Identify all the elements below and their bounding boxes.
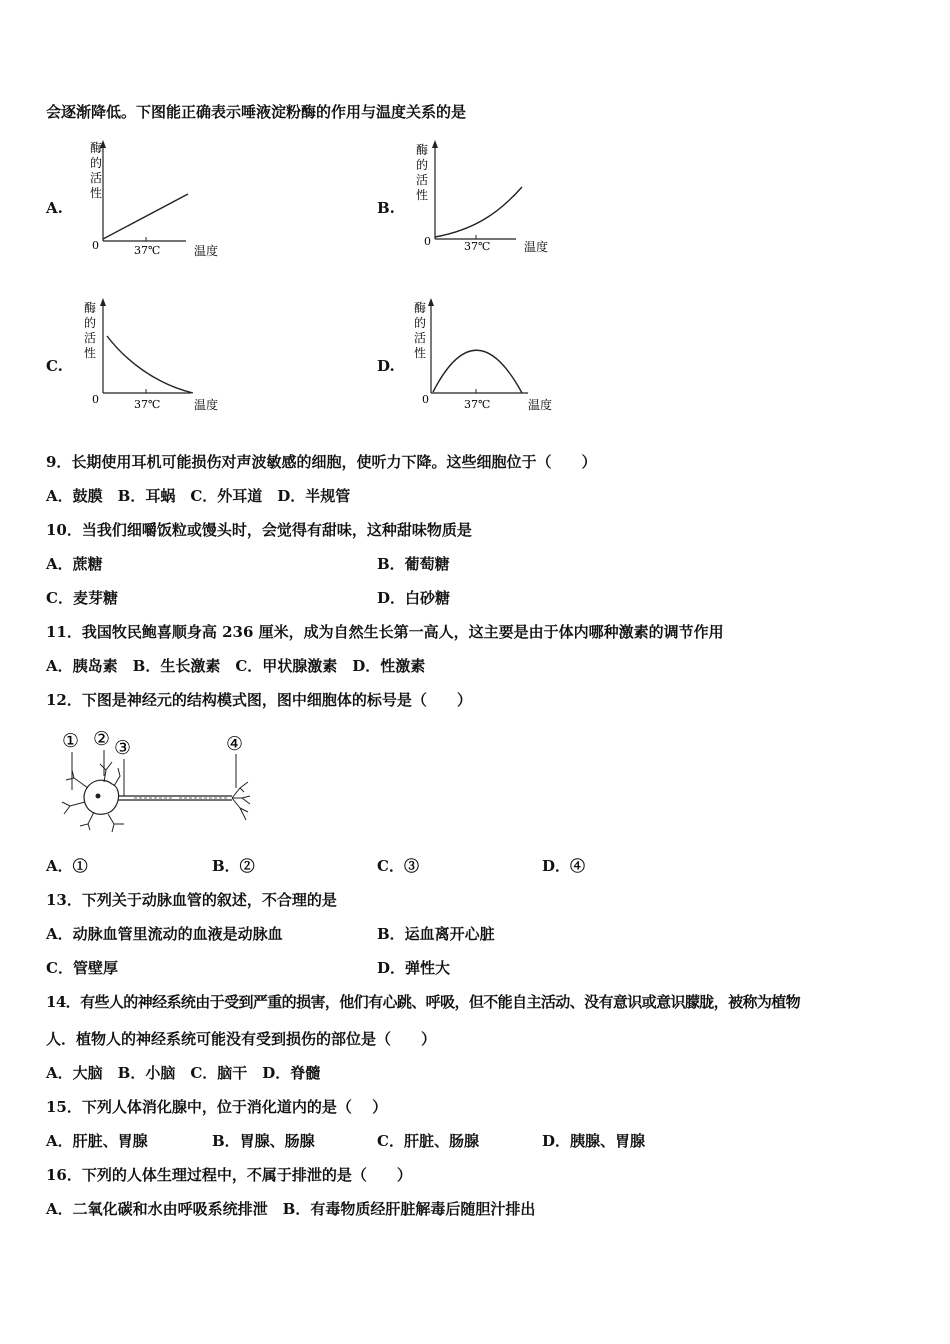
curve-peak <box>433 350 522 393</box>
graph-b <box>404 138 564 263</box>
q15-option-b: B．胃腺、肠腺 <box>212 1132 315 1150</box>
ylabel-char-1: 酶 <box>416 143 429 157</box>
ylabel-char-1: 酶 <box>414 301 427 315</box>
ylabel-char-2: 的 <box>90 156 103 170</box>
xlabel: 温度 <box>524 240 549 254</box>
option-b-label: B. <box>377 199 395 217</box>
option-a-label: A. <box>46 199 63 217</box>
q15-option-c: C．肝脏、肠腺 <box>377 1132 479 1150</box>
graph-axes <box>100 298 191 393</box>
q13-option-a: A．动脉血管里流动的血液是动脉血 <box>46 925 283 943</box>
question-16-options: A．二氧化碳和水由呼吸系统排泄 B．有毒物质经肝脏解毒后随胆汁排出 <box>46 1200 536 1218</box>
ylabel-char-3: 活 <box>416 173 429 187</box>
graph-d <box>404 296 564 421</box>
question-9-stem: 9．长期使用耳机可能损伤对声波敏感的细胞，使听力下降。这些细胞位于（ ） <box>46 453 597 471</box>
graph-axes <box>100 140 186 241</box>
question-8-stem: 会逐渐降低。下图能正确表示唾液淀粉酶的作用与温度关系的是 <box>46 103 467 121</box>
xlabel: 温度 <box>528 398 553 412</box>
origin-label: 0 <box>424 235 431 248</box>
curve-linear <box>103 194 188 239</box>
question-14-stem-line-1: 14．有些人的神经系统由于受到严重的损害，他们有心跳、呼吸，但不能自主活动、没有意识或意识朦胧，被称为植物 <box>46 993 801 1011</box>
q15-option-a: A．肝脏、胃腺 <box>46 1132 148 1150</box>
tick-label-37: 37℃ <box>134 244 161 257</box>
question-15-stem: 15．下列人体消化腺中，位于消化道内的是（ ） <box>46 1098 388 1116</box>
axon <box>118 796 232 800</box>
curve-decreasing <box>107 336 193 393</box>
curve-exponential <box>435 187 522 237</box>
question-14-stem-line-2: 人．植物人的神经系统可能没有受到损伤的部位是（ ） <box>46 1030 437 1048</box>
origin-label: 0 <box>92 239 99 252</box>
ylabel-char-3: 活 <box>90 171 103 185</box>
option-c-label: C. <box>46 357 63 375</box>
question-11-options: A．胰岛素 B．生长激素 C．甲状腺激素 D．性激素 <box>46 657 426 675</box>
ylabel-char-4: 性 <box>416 188 429 202</box>
q12-option-d: D．④ <box>542 857 586 875</box>
q10-option-b: B．葡萄糖 <box>377 555 450 573</box>
origin-label: 0 <box>92 393 99 406</box>
ylabel-char-4: 性 <box>90 186 103 200</box>
graph-a <box>76 138 236 263</box>
xlabel: 温度 <box>194 244 219 258</box>
ylabel-char-1: 酶 <box>84 301 97 315</box>
tick-label-37: 37℃ <box>134 398 161 411</box>
question-9-options: A．鼓膜 B．耳蜗 C．外耳道 D．半规管 <box>46 487 351 505</box>
q12-option-a: A．① <box>46 857 88 875</box>
question-10-stem: 10．当我们细嚼饭粒或馒头时，会觉得有甜味，这种甜味物质是 <box>46 521 472 539</box>
ylabel-char-4: 性 <box>84 346 97 360</box>
q10-option-d: D．白砂糖 <box>377 589 451 607</box>
tick-label-37: 37℃ <box>464 398 491 411</box>
graph-c <box>76 296 236 421</box>
tick-label-37: 37℃ <box>464 240 491 253</box>
origin-label: 0 <box>422 393 429 406</box>
q10-option-c: C．麦芽糖 <box>46 589 118 607</box>
ylabel-char-2: 的 <box>84 316 97 330</box>
question-14-options: A．大脑 B．小脑 C．脑干 D．脊髓 <box>46 1064 321 1082</box>
q12-option-b: B．② <box>212 857 255 875</box>
question-16-stem: 16．下列的人体生理过程中，不属于排泄的是（ ） <box>46 1166 412 1184</box>
q13-option-b: B．运血离开心脏 <box>377 925 495 943</box>
q12-option-c: C．③ <box>377 857 419 875</box>
figure-label-1: ① <box>62 730 80 752</box>
q13-option-d: D．弹性大 <box>377 959 451 977</box>
question-11-stem: 11．我国牧民鲍喜顺身高 236 厘米，成为自然生长第一高人，这主要是由于体内哪种激素的调节作用 <box>46 623 724 641</box>
question-13-stem: 13．下列关于动脉血管的叙述，不合理的是 <box>46 891 337 909</box>
axon-terminal <box>232 782 250 820</box>
ylabel-char-2: 的 <box>416 158 429 172</box>
figure-label-2: ② <box>93 728 111 750</box>
ylabel-char-4: 性 <box>414 346 427 360</box>
figure-label-3: ③ <box>114 737 132 759</box>
ylabel-char-3: 活 <box>414 331 427 345</box>
q15-option-d: D．胰腺、胃腺 <box>542 1132 646 1150</box>
ylabel-char-3: 活 <box>84 331 97 345</box>
q10-option-a: A．蔗糖 <box>46 555 103 573</box>
neuron-diagram <box>54 726 264 834</box>
q13-option-c: C．管壁厚 <box>46 959 118 977</box>
cell-body <box>62 762 124 832</box>
ylabel-char-2: 的 <box>414 316 427 330</box>
option-d-label: D. <box>377 357 395 375</box>
ylabel-char-1: 酶 <box>90 141 103 155</box>
figure-label-4: ④ <box>226 733 244 755</box>
xlabel: 温度 <box>194 398 219 412</box>
question-12-stem: 12．下图是神经元的结构模式图，图中细胞体的标号是（ ） <box>46 691 472 709</box>
